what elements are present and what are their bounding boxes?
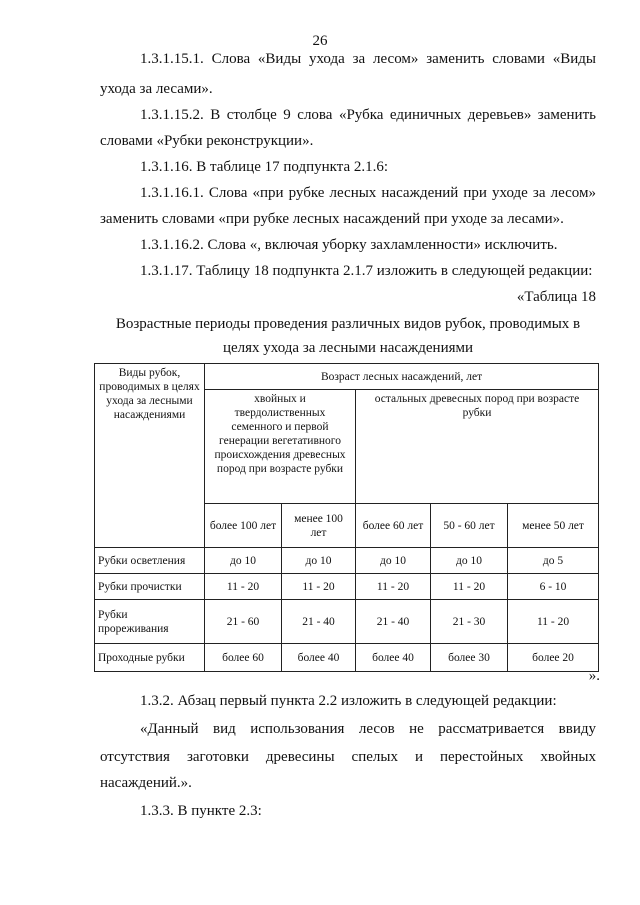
paragraph-4-line-2: заменить словами «при рубке лесных насаждений при уходе за лесами».	[100, 211, 564, 227]
table-cell: 11 - 20	[356, 574, 431, 600]
table-cell: до 5	[508, 548, 599, 574]
table-closing-quote: ».	[588, 668, 600, 684]
header-group-coniferous: хвойных и твердолиственных семенного и первой генерации вегетативного происхождения древесных пород при возрасте рубки	[205, 390, 356, 504]
paragraph-after-1: 1.3.2. Абзац первый пункта 2.2 изложить в следующей редакции:	[140, 693, 557, 709]
paragraph-2-line-1: 1.3.1.15.2. В столбце 9 слова «Рубка единичных деревьев» заменить	[140, 107, 596, 123]
table-cell: до 10	[431, 548, 508, 574]
paragraph-2-line-2: словами «Рубки реконструкции».	[100, 133, 314, 149]
table-cell: 11 - 20	[205, 574, 282, 600]
header-cutting-types: Виды рубок, проводимых в целях ухода за лесными насаждениями	[95, 364, 205, 548]
subheader-col-4: 50 - 60 лет	[431, 504, 508, 548]
header-forest-age: Возраст лесных насаждений, лет	[205, 364, 599, 390]
subheader-col-2: менее 100 лет	[282, 504, 356, 548]
table-cell: до 10	[356, 548, 431, 574]
table-cell: 21 - 60	[205, 600, 282, 644]
table-label: «Таблица 18	[516, 289, 596, 305]
age-periods-table	[94, 363, 599, 672]
table-cell: 11 - 20	[431, 574, 508, 600]
paragraph-after-2-line-2: отсутствия заготовки древесины спелых и перестойных хвойных	[100, 749, 596, 765]
table-cell: 21 - 30	[431, 600, 508, 644]
table-cell: более 40	[356, 644, 431, 672]
paragraph-after-3: 1.3.3. В пункте 2.3:	[140, 803, 262, 819]
row-name: Проходные рубки	[95, 644, 205, 672]
paragraph-5: 1.3.1.16.2. Слова «, включая уборку захламленности» исключить.	[140, 237, 558, 253]
paragraph-3: 1.3.1.16. В таблице 17 подпункта 2.1.6:	[140, 159, 389, 175]
table-title-line-2: целях ухода за лесными насаждениями	[222, 340, 474, 356]
row-name: Рубки прореживания	[95, 600, 205, 644]
table-cell: 11 - 20	[508, 600, 599, 644]
paragraph-4-line-1: 1.3.1.16.1. Слова «при рубке лесных насаждений при уходе за лесом»	[140, 185, 596, 201]
subheader-col-3: более 60 лет	[356, 504, 431, 548]
page-number: 26	[312, 33, 328, 49]
table-row	[95, 600, 599, 644]
table-cell: 6 - 10	[508, 574, 599, 600]
table-cell: до 10	[282, 548, 356, 574]
table-title-line-1: Возрастные периоды проведения различных видов рубок, проводимых в	[115, 316, 581, 332]
paragraph-1-line-1: 1.3.1.15.1. Слова «Виды ухода за лесом» заменить словами «Виды	[140, 51, 596, 67]
table-cell: 11 - 20	[282, 574, 356, 600]
table-cell: 21 - 40	[356, 600, 431, 644]
paragraph-after-2-line-3: насаждений.».	[100, 775, 192, 791]
table-row	[95, 574, 599, 600]
paragraph-after-2-line-1: «Данный вид использования лесов не рассматривается ввиду	[140, 721, 596, 737]
subheader-col-5: менее 50 лет	[508, 504, 599, 548]
table-cell: 21 - 40	[282, 600, 356, 644]
paragraph-6: 1.3.1.17. Таблицу 18 подпункта 2.1.7 изложить в следующей редакции:	[140, 263, 593, 279]
table-cell: более 60	[205, 644, 282, 672]
subheader-col-1: более 100 лет	[205, 504, 282, 548]
paragraph-1-line-2: ухода за лесами».	[100, 81, 213, 97]
table-row	[95, 548, 599, 574]
table-cell: более 20	[508, 644, 599, 672]
table-cell: до 10	[205, 548, 282, 574]
row-name: Рубки прочистки	[95, 574, 205, 600]
header-group-other: остальных древесных пород при возрасте рубки	[356, 390, 599, 504]
row-name: Рубки осветления	[95, 548, 205, 574]
table-cell: более 40	[282, 644, 356, 672]
table-cell: более 30	[431, 644, 508, 672]
